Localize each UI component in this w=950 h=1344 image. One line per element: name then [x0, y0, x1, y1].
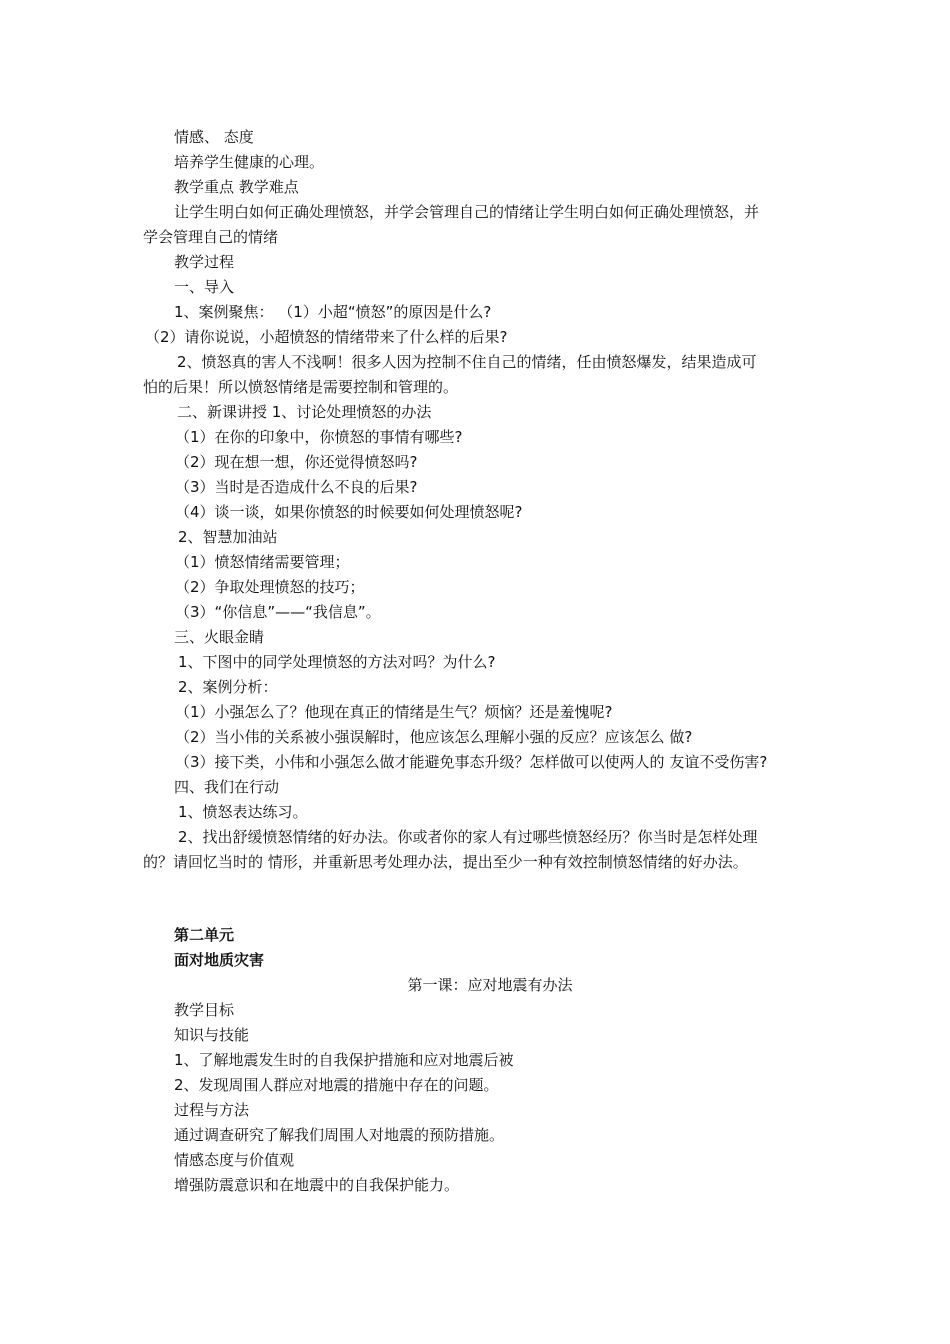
- text-line: 让学生明白如何正确处理愤怒，并学会管理自己的情绪让学生明白如何正确处理愤怒，并: [174, 203, 760, 221]
- text-line: 学会管理自己的情绪: [143, 228, 279, 246]
- text-line: 增强防震意识和在地震中的自我保护能力。: [174, 1176, 460, 1194]
- text-line: 2、愤怒真的害人不浅啊！很多人因为控制不住自己的情绪，任由愤怒爆发，结果造成可: [177, 353, 757, 371]
- text-line: （1）小强怎么了？他现在真正的情绪是生气？烦恼？还是羞愧呢?: [175, 703, 613, 721]
- text-line: 1、下图中的同学处理愤怒的方法对吗？为什么?: [178, 653, 496, 671]
- text-line: 1、了解地震发生时的自我保护措施和应对地震后被: [174, 1051, 514, 1069]
- text-line: （3）当时是否造成什么不良的后果?: [175, 478, 418, 496]
- text-line: （3）“你信息”——“我信息”。: [175, 603, 381, 621]
- text-line: 二、新课讲授 1、讨论处理愤怒的办法: [177, 403, 432, 421]
- lesson-title: 第一课：应对地震有办法: [407, 976, 573, 994]
- text-line: 1、案例聚焦： （1）小超“愤怒”的原因是什么?: [174, 303, 492, 321]
- text-line: 培养学生健康的心理。: [174, 153, 325, 171]
- text-line: （1）在你的印象中，你愤怒的事情有哪些?: [175, 428, 463, 446]
- text-line: 一、导入: [174, 278, 235, 296]
- text-line: 教学过程: [174, 253, 235, 271]
- unit-title: 面对地质灾害: [174, 951, 265, 969]
- text-line: 怕的后果！所以愤怒情绪是需要控制和管理的。: [143, 378, 459, 396]
- text-line: 教学重点 教学难点: [174, 178, 299, 196]
- text-line: （4）谈一谈，如果你愤怒的时候要如何处理愤怒呢?: [175, 503, 523, 521]
- text-line: （3）接下类，小伟和小强怎么做才能避免事态升级？怎样做可以使两人的 友谊不受伤害?: [175, 753, 768, 771]
- text-line: （2）争取处理愤怒的技巧；: [175, 578, 365, 596]
- text-line: （2）当小伟的关系被小强误解时，他应该怎么理解小强的反应？应该怎么 做?: [175, 728, 693, 746]
- text-line: 2、发现周围人群应对地震的措施中存在的问题。: [174, 1076, 499, 1094]
- text-line: （2）请你说说，小超愤怒的情绪带来了什么样的后果?: [145, 328, 508, 346]
- text-line: （1）愤怒情绪需要管理；: [175, 553, 350, 571]
- text-line: 四、我们在行动: [174, 778, 280, 796]
- text-line: 情感态度与价值观: [174, 1151, 295, 1169]
- text-line: 2、找出舒缓愤怒情绪的好办法。你或者你的家人有过哪些愤怒经历？你当时是怎样处理: [178, 828, 758, 846]
- text-line: 2、案例分析：: [178, 678, 278, 696]
- text-line: 知识与技能: [174, 1026, 250, 1044]
- text-line: 通过调查研究了解我们周围人对地震的预防措施。: [174, 1126, 505, 1144]
- text-line: 三、火眼金睛: [174, 628, 265, 646]
- text-line: 的？请回忆当时的 情形，并重新思考处理办法，提出至少一种有效控制愤怒情绪的好办法。: [143, 853, 748, 871]
- text-line: 过程与方法: [174, 1101, 250, 1119]
- text-line: 情感、 态度: [174, 128, 254, 146]
- text-line: （2）现在想一想，你还觉得愤怒吗?: [175, 453, 418, 471]
- text-line: 教学目标: [174, 1001, 235, 1019]
- text-line: 2、智慧加油站: [178, 528, 278, 546]
- unit-heading: 第二单元: [174, 926, 235, 944]
- text-line: 1、愤怒表达练习。: [178, 803, 308, 821]
